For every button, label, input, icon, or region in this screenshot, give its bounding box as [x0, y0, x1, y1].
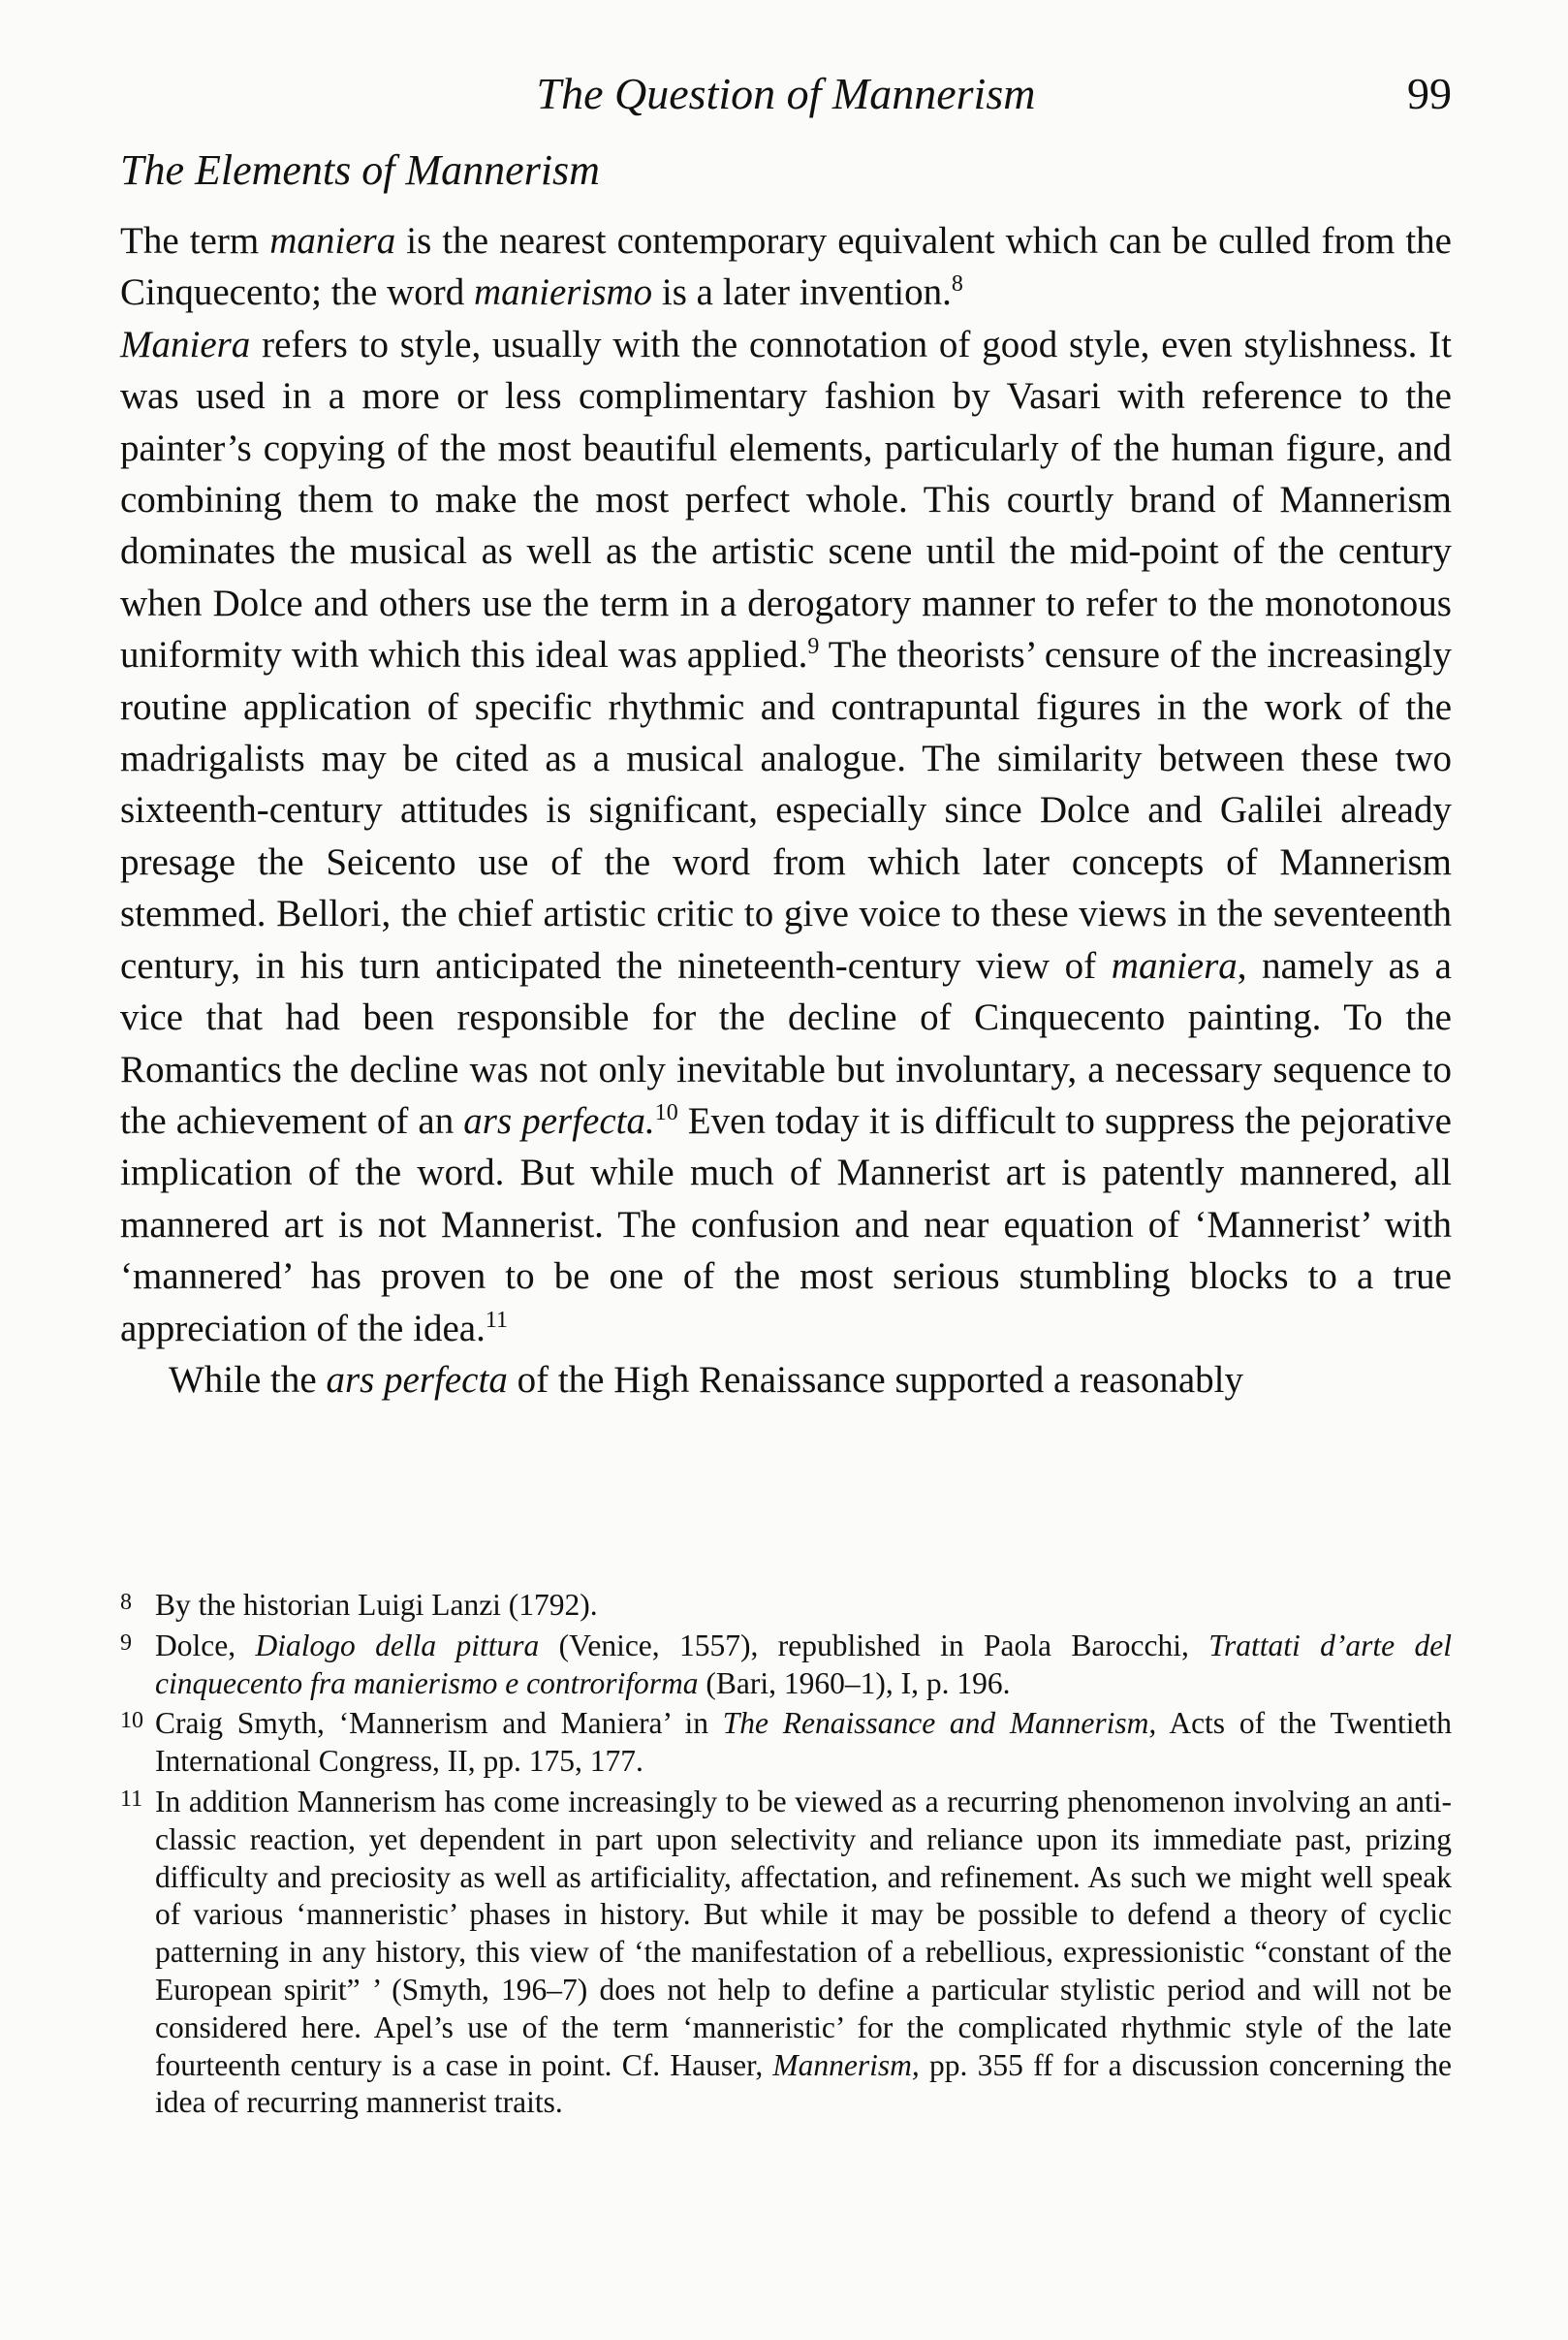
text-run: (Venice, 1557), republished in Paola Barocchi,	[539, 1628, 1209, 1662]
italic-term: maniera	[269, 220, 396, 262]
text-run: The theorists’ censure of the increasingly routine application of specific rhythmic and contrapuntal figures in the work of the madrigalists may be cited as a musical analogue. The similarity between these two sixteenth-century attitudes is significant, especially since Dolce and Galilei already presage the Seicento use of the word from which later concepts of Mannerism stemmed. Bellori, the chief artistic critic to give voice to these views in the seventeenth century, in his turn anticipated the nineteenth-century view of	[120, 634, 1452, 987]
text-run: Dolce,	[155, 1628, 256, 1662]
footnote-11	[120, 1781, 1452, 2122]
footnote-9	[120, 1625, 1452, 1703]
italic-term: ars perfecta	[326, 1358, 508, 1401]
italic-title: The Renaissance and Mannerism,	[722, 1706, 1157, 1741]
footnote-marker: 8	[120, 1590, 132, 1615]
italic-term: manierismo	[474, 271, 653, 314]
text-run: Craig Smyth, ‘Mannerism and Maniera’ in	[155, 1706, 723, 1741]
text-run: Acts of the Twentieth International Congress, II, pp. 175, 177.	[155, 1706, 1452, 1779]
running-title: The Question of Mannerism	[536, 69, 1036, 118]
page-number: 99	[1407, 69, 1452, 118]
italic-title: Dialogo della pittura	[255, 1628, 540, 1662]
italic-term: maniera	[1111, 944, 1238, 987]
section-heading: The Elements of Mannerism	[120, 146, 600, 194]
running-head	[120, 60, 1452, 128]
text-run: Even today it is difficult to suppress the pejorative implication of the word. But while much of Mannerist art is patently mannered, all mannered art is not Mannerist. The confusion and near equation of ‘Mannerist’ with ‘mannered’ has proven to be one of the most serious stumbling blocks to a true appreciation of the idea.	[120, 1099, 1452, 1349]
text-run: (Bari, 1960–1), I, p. 196.	[698, 1665, 1011, 1700]
footnote-ref-10[interactable]: 10	[654, 1099, 678, 1125]
text-run: refers to style, usually with the connotation of good style, even stylishness. It was used in a more or less complimentary fashion by Vasari with reference to the painter’s copying of the most beautiful elements, particularly of the human figure, and combining them to make the most perfect whole. This courtly brand of Mannerism dominates the musical as well as the artistic scene until the mid-point of the century when Dolce and others use the term in a derogatory manner to refer to the monotonous uniformity with which this ideal was applied.	[120, 323, 1452, 677]
text-run: is a later invention.	[652, 271, 952, 314]
text-run: In addition Mannerism has come increasingly to be viewed as a recurring phenomenon involving an anti-classic reaction, yet dependent in part upon selectivity and reliance upon its immediate past, prizing difficulty and preciosity as well as artificiality, affectation, and refinement. As such we might well speak of various ‘manneristic’ phases in history. But while it may be possible to defend a theory of cyclic patterning in any history, this view of ‘the manifestation of a rebellious, expressionistic “constant of the European spirit” ’ (Smyth, 196–7) does not help to define a particular stylistic period and will not be considered here. Apel’s use of the term ‘manneristic’ for the complicated rhythmic style of the late fourteenth century is a case in point. Cf. Hauser,	[155, 1784, 1452, 2082]
footnote-ref-11[interactable]: 11	[485, 1307, 508, 1333]
text-run: By the historian Luigi Lanzi (1792).	[155, 1588, 598, 1622]
text-run: pp. 355 ff for a discussion concerning the idea of recurring mannerist traits.	[155, 2047, 1452, 2120]
text-run: of the High Renaissance supported a reasonably	[507, 1358, 1244, 1401]
italic-title: Trattati d’arte del cinquecento fra manierismo e controriforma	[155, 1628, 1453, 1700]
footnote-10	[120, 1702, 1452, 1781]
footnotes	[120, 1584, 1452, 2122]
footnote-ref-9[interactable]: 9	[807, 634, 820, 660]
text-run: The term	[120, 220, 270, 262]
footnote-marker: 11	[120, 1786, 143, 1812]
text-run: , namely as a vice that had been responsible for the decline of Cinquecento painting. To the Romantics the decline was not only inevitable but involuntary, a necessary sequence to the achievement of an	[120, 944, 1452, 1142]
paragraph-2	[120, 1354, 1452, 1406]
body-text	[120, 215, 1452, 1406]
text-run: is the nearest contemporary equivalent which can be culled from the Cinquecento; the word	[120, 220, 1452, 314]
footnote-marker: 10	[120, 1708, 143, 1734]
paragraph-1	[120, 215, 1452, 1354]
italic-term: Maniera	[120, 323, 251, 365]
footnote-8	[120, 1584, 1452, 1625]
footnote-ref-8[interactable]: 8	[951, 271, 963, 298]
footnote-marker: 9	[120, 1629, 132, 1656]
text-run: While the	[169, 1358, 327, 1401]
italic-title: Mannerism,	[772, 2047, 920, 2082]
italic-term: ars perfecta.	[463, 1099, 655, 1142]
